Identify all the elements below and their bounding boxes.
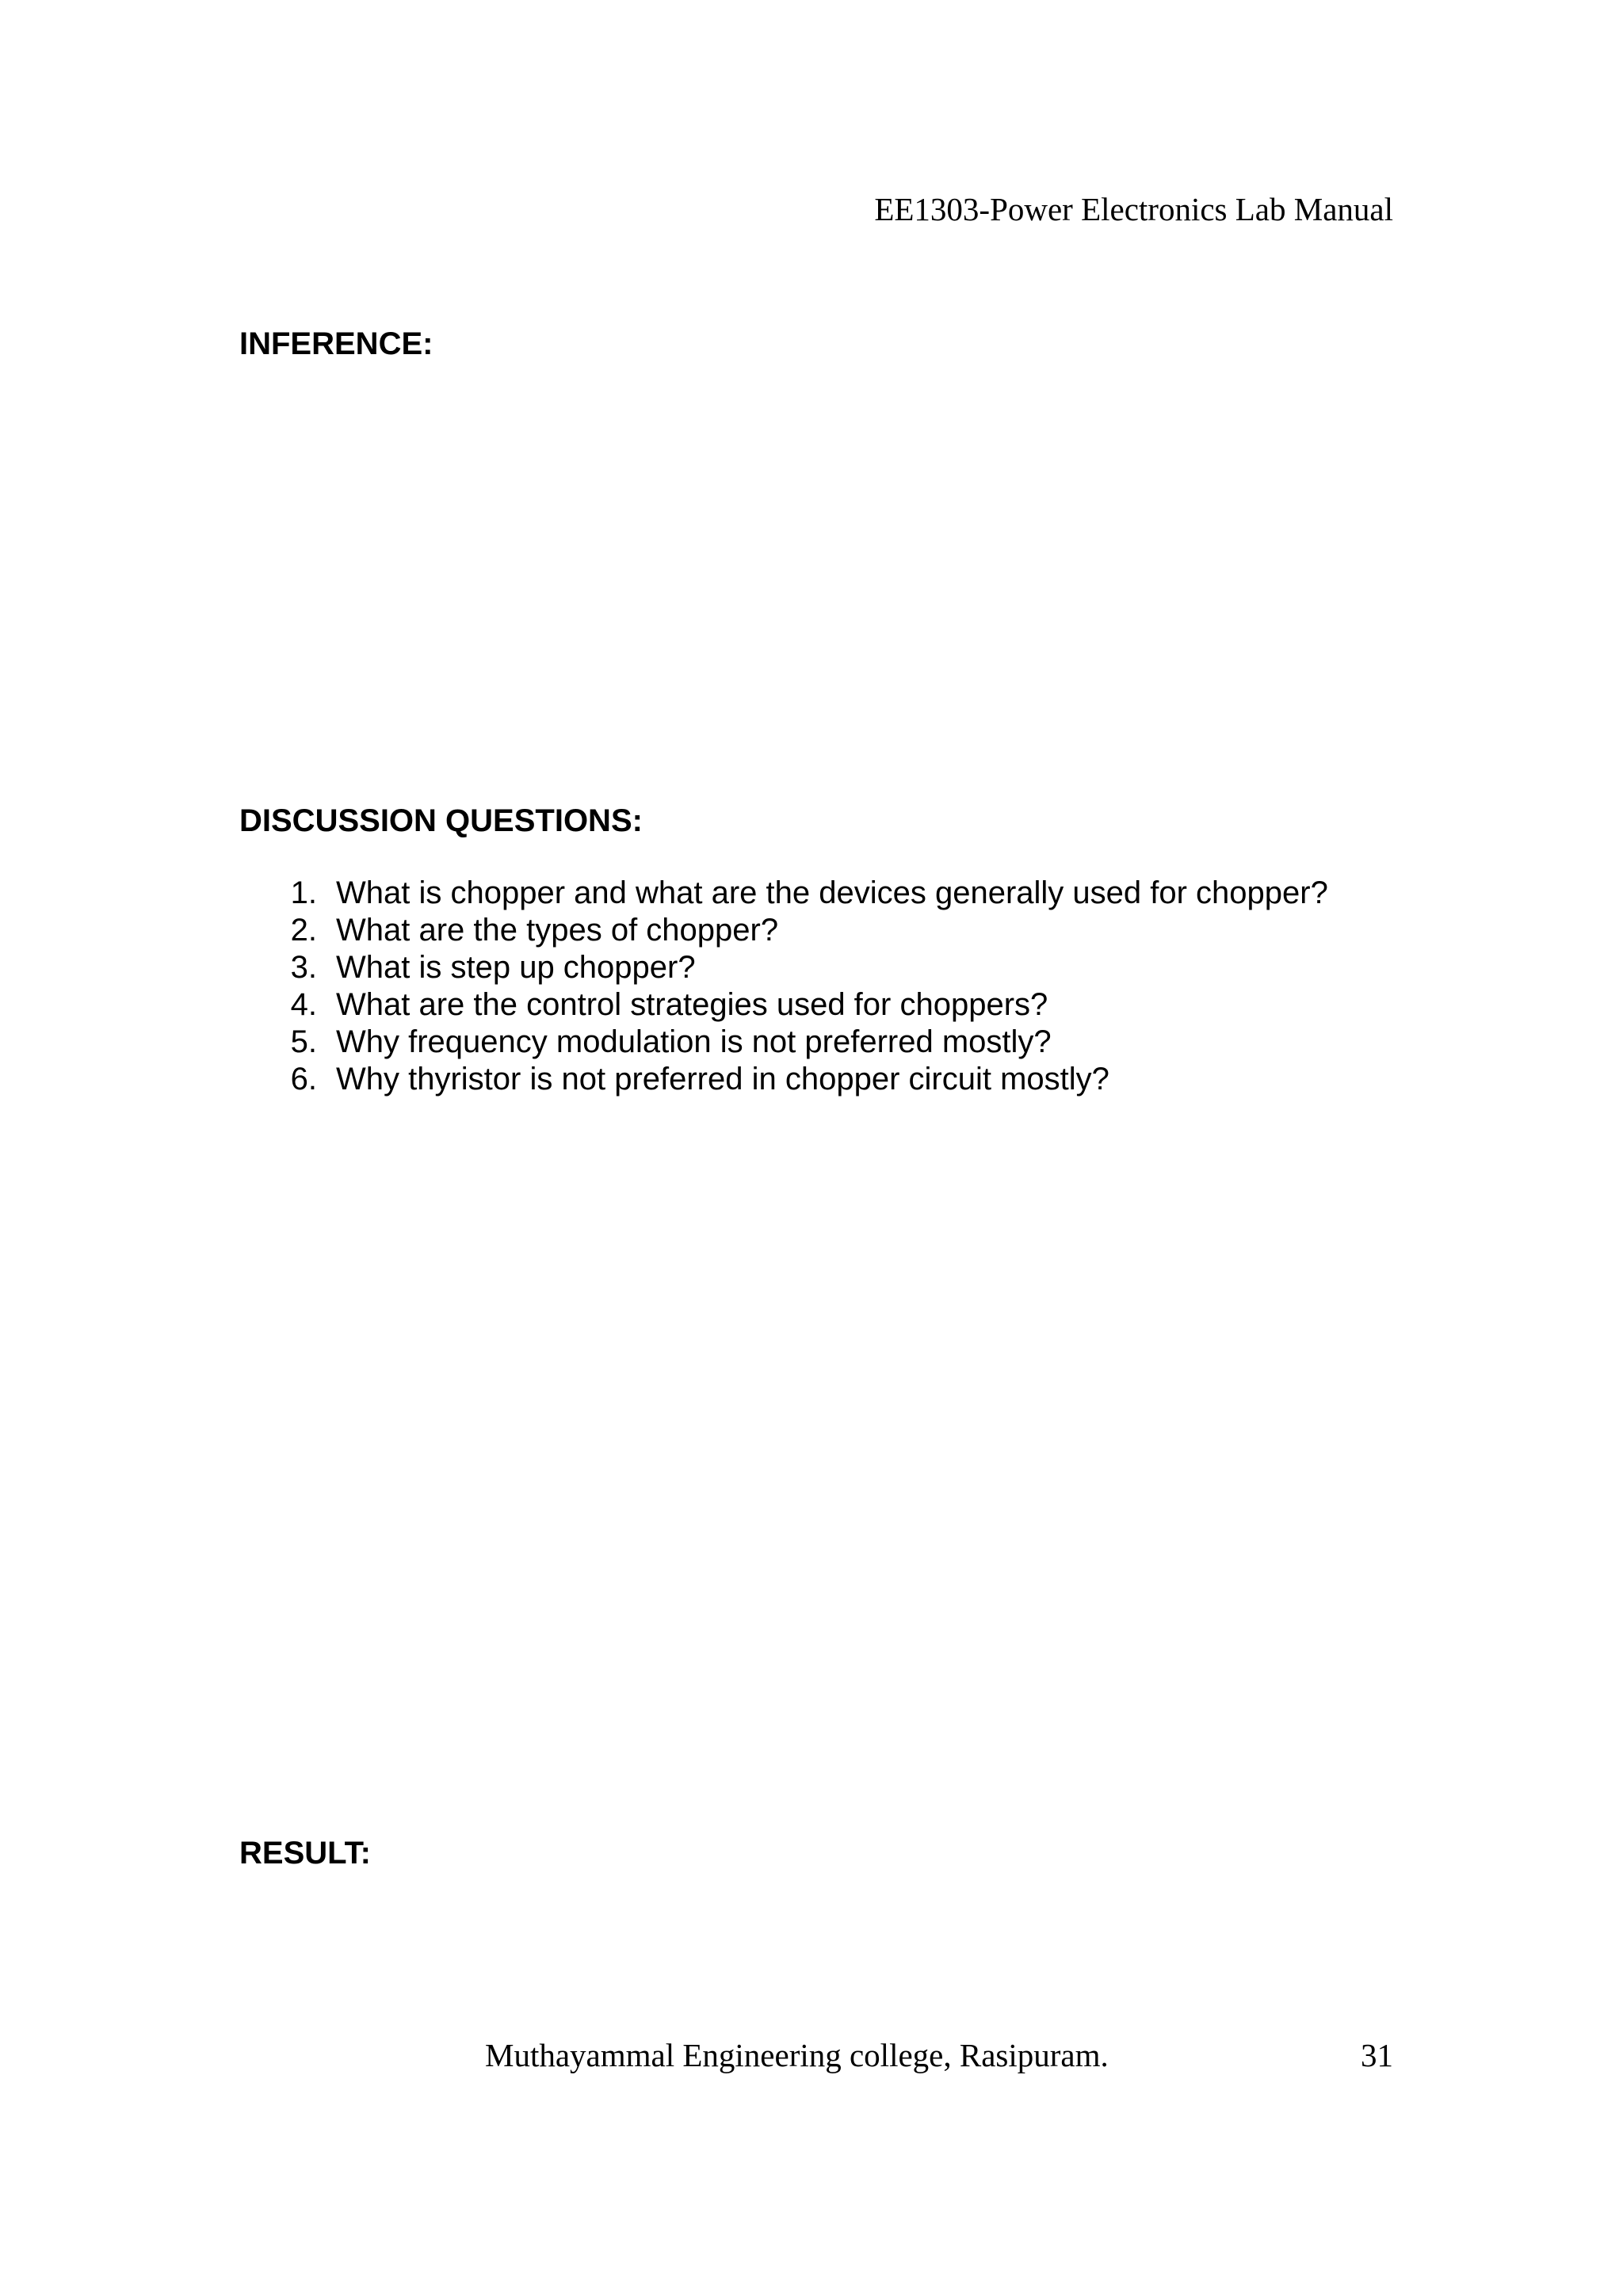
- question-number: 3.: [290, 950, 317, 985]
- page-number: 31: [1361, 2037, 1393, 2073]
- question-text: What is chopper and what are the devices generally used for chopper?: [336, 875, 1328, 910]
- question-text: What are the control strategies used for choppers?: [336, 987, 1048, 1022]
- question-text: What is step up chopper?: [336, 950, 696, 985]
- question-text: What are the types of chopper?: [336, 913, 779, 948]
- inference-heading: INFERENCE:: [239, 326, 433, 361]
- question-text: Why frequency modulation is not preferred mostly?: [336, 1024, 1052, 1059]
- question-number: 1.: [290, 875, 317, 910]
- question-text: Why thyristor is not preferred in chopper circuit mostly?: [336, 1062, 1109, 1097]
- question-number: 2.: [290, 913, 317, 948]
- footer-institution: Muthayammal Engineering college, Rasipuram.: [485, 2037, 1109, 2073]
- question-number: 4.: [290, 987, 317, 1022]
- discussion-questions-heading: DISCUSSION QUESTIONS:: [239, 803, 643, 838]
- question-number: 6.: [290, 1062, 317, 1097]
- page-header-title: EE1303-Power Electronics Lab Manual: [874, 191, 1393, 227]
- question-number: 5.: [290, 1024, 317, 1059]
- result-heading: RESULT:: [239, 1836, 371, 1871]
